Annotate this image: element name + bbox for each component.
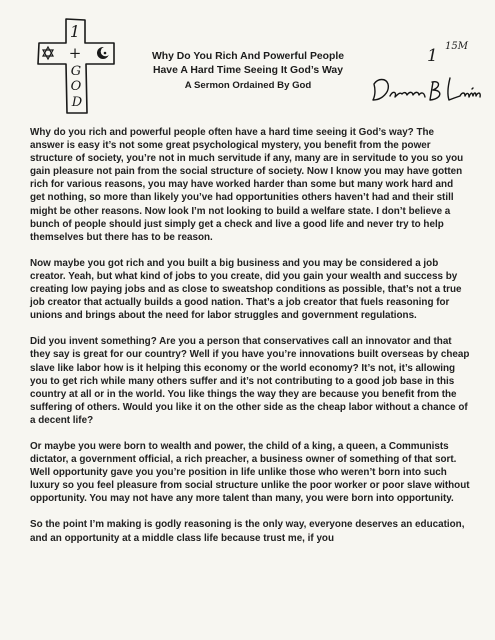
title-line-1: Why Do You Rich And Powerful People <box>151 51 345 62</box>
cross-logo <box>30 16 120 116</box>
sermon-body <box>30 126 470 558</box>
paragraph-5: So the point I’m making is godly reasoning is the only way, everyone deserves an education, and an opportunity at a middle class life because trust me, if you <box>30 519 465 544</box>
star-of-david-icon <box>43 47 53 59</box>
cross-plus: + <box>68 44 82 62</box>
paragraph-1: Why do you rich and powerful people often have a hard time seeing it God’s way? The answer is easy it’s not some great psychological mystery, you benefit from the power structure of society, you’re not in much servitude if any, many are in servitude to you so you gain pleasure not pain from the social structure of society. Now I know you may have gotten rich for various reasons, you may have worked harder than some but many work hard and get nothing, so more than likely you’ve had opportunities others haven’t had and their still might be other reasons. Now look I’m not looking to build a welfare state. I don’t believe a bunch of people should just simply get a check and live a good life and never try to help themselves but there has to be reason. <box>30 127 464 243</box>
paragraph-2: Now maybe you got rich and you built a big business and you may be considered a job creator. Yeah, but what kind of jobs to you create, did you gain your wealth and success by creating low paying jobs and as close to sweatshop conditions as possible, that’s not a true job creator that actually builds a good nation. That’s a job creator that fuels reasoning for unions and brings about the need for labor struggles and government regulations. <box>30 257 462 322</box>
cross-letter-o: O <box>70 79 82 94</box>
title-line-2: Have A Hard Time Seeing It God’s Way <box>153 65 343 76</box>
cross-letter-g: G <box>70 64 82 79</box>
cross-letter-d: D <box>71 95 83 110</box>
handwritten-time-note: 15M <box>445 41 468 52</box>
title-block <box>128 50 368 92</box>
crescent-icon <box>97 47 110 59</box>
paragraph-3: Did you invent something? Are you a person that conservatives call an innovator and that they say is great for our country? Well if you have you’re innovations built overseas by cheap slave like labor how is it helping this economy or the world economy? It’s not, it’s allowing you to get rich while many others suffer and it’s not contributing to a good job base in this country at all or in the world. You like things the way they are because you benefit from the suffering of others. Would you like it on the other side as the cheap labor without a chance of a decent life? <box>30 336 470 426</box>
handwritten-signature <box>368 70 483 110</box>
subtitle: A Sermon Ordained By God <box>184 80 312 91</box>
cross-numeral: 1 <box>69 22 81 41</box>
paragraph-4: Or maybe you were born to wealth and power, the child of a king, a queen, a Communists dictator, a government official, a rich preacher, a business owner of something of that sort. Well opportunity gave you you’re position in life unlike those who weren’t born into such luxury so you feel pleasure from social structure unlike the poor worker or poor slave without opportunity. You may not have any more talent than many, you were born into opportunity. <box>30 440 470 505</box>
cross-icon <box>30 16 120 116</box>
handwritten-page-number: 1 <box>427 46 438 66</box>
signature-icon <box>368 70 483 110</box>
